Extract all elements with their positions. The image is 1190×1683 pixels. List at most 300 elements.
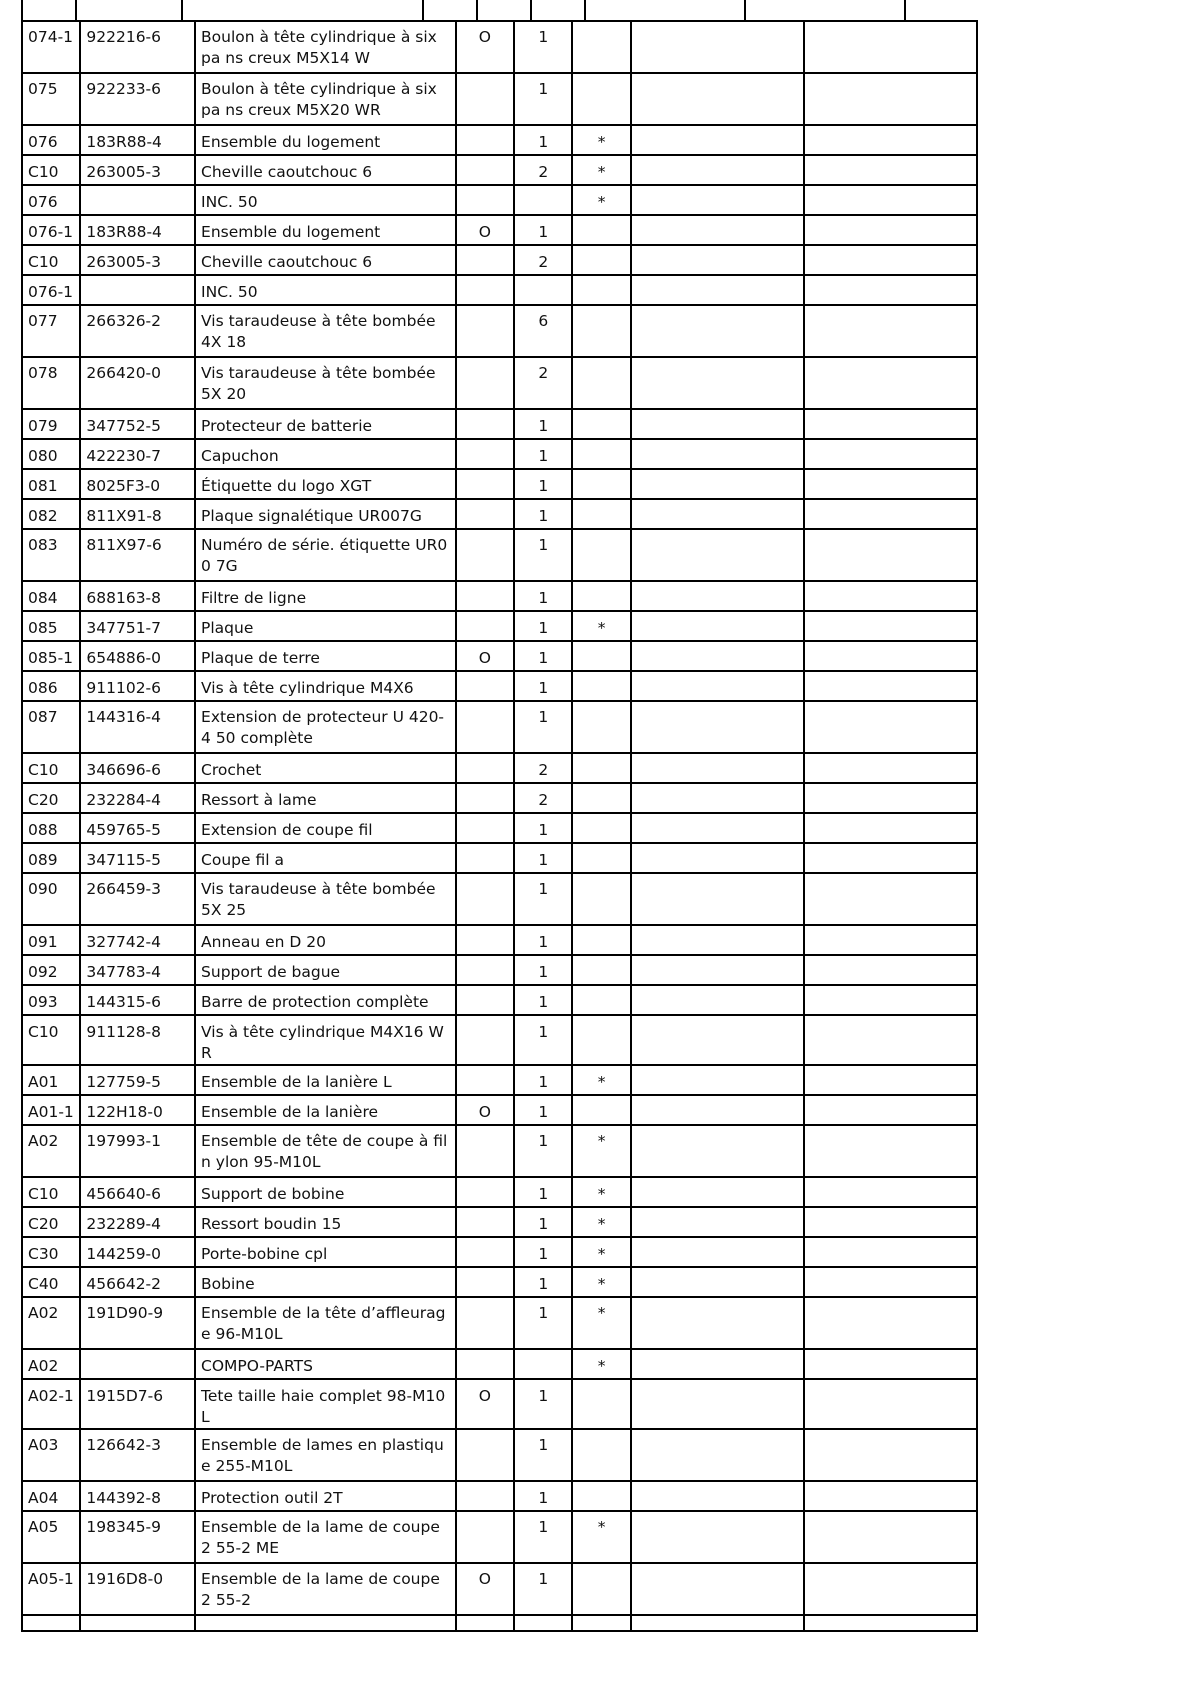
ref-cell: C10 bbox=[22, 1015, 80, 1065]
table-row bbox=[22, 813, 977, 843]
description-cell: Cheville caoutchouc 6 bbox=[195, 155, 456, 185]
blank-cell-a bbox=[631, 1015, 804, 1065]
description-cell: Vis taraudeuse à tête bombée 5X 25 bbox=[195, 873, 456, 925]
blank-cell-a bbox=[631, 21, 804, 73]
quantity-cell: 1 bbox=[514, 499, 572, 529]
description-cell: Protection outil 2T bbox=[195, 1481, 456, 1511]
quantity-cell: 1 bbox=[514, 439, 572, 469]
quantity-cell: 1 bbox=[514, 1237, 572, 1267]
description-cell: Extension de coupe fil bbox=[195, 813, 456, 843]
option-cell bbox=[456, 469, 514, 499]
note-cell: * bbox=[572, 185, 630, 215]
empty-cell bbox=[456, 1615, 514, 1631]
option-cell bbox=[456, 581, 514, 611]
quantity-cell: 1 bbox=[514, 125, 572, 155]
ref-cell: 079 bbox=[22, 409, 80, 439]
description-cell: Plaque bbox=[195, 611, 456, 641]
option-cell bbox=[456, 245, 514, 275]
blank-cell-b bbox=[804, 641, 977, 671]
blank-cell-b bbox=[804, 409, 977, 439]
table-row bbox=[22, 1237, 977, 1267]
ref-cell: C20 bbox=[22, 1207, 80, 1237]
table-row bbox=[22, 1563, 977, 1615]
table-row bbox=[22, 1297, 977, 1349]
note-cell bbox=[572, 305, 630, 357]
description-cell: Ensemble du logement bbox=[195, 215, 456, 245]
table-row bbox=[22, 783, 977, 813]
quantity-cell: 1 bbox=[514, 843, 572, 873]
quantity-cell: 6 bbox=[514, 305, 572, 357]
note-cell bbox=[572, 1095, 630, 1125]
table-row bbox=[22, 1125, 977, 1177]
option-cell bbox=[456, 1481, 514, 1511]
ref-cell: 081 bbox=[22, 469, 80, 499]
part-number-cell: 811X91-8 bbox=[80, 499, 195, 529]
blank-cell-b bbox=[804, 73, 977, 125]
ref-cell: 076 bbox=[22, 125, 80, 155]
blank-cell-a bbox=[631, 611, 804, 641]
blank-cell-b bbox=[804, 155, 977, 185]
blank-cell-b bbox=[804, 185, 977, 215]
description-cell: Vis à tête cylindrique M4X6 bbox=[195, 671, 456, 701]
table-row bbox=[22, 1267, 977, 1297]
quantity-cell: 1 bbox=[514, 611, 572, 641]
ref-cell: 089 bbox=[22, 843, 80, 873]
description-cell: Tete taille haie complet 98-M10L bbox=[195, 1379, 456, 1429]
blank-cell-a bbox=[631, 1065, 804, 1095]
quantity-cell: 1 bbox=[514, 1511, 572, 1563]
description-cell: Support de bague bbox=[195, 955, 456, 985]
ref-cell: 076 bbox=[22, 185, 80, 215]
quantity-cell: 1 bbox=[514, 985, 572, 1015]
description-cell: Numéro de série. étiquette UR00 7G bbox=[195, 529, 456, 581]
note-cell: * bbox=[572, 1511, 630, 1563]
blank-cell-a bbox=[631, 275, 804, 305]
note-cell: * bbox=[572, 1297, 630, 1349]
ref-cell: 090 bbox=[22, 873, 80, 925]
blank-cell-a bbox=[631, 1563, 804, 1615]
quantity-cell: 1 bbox=[514, 215, 572, 245]
blank-cell-a bbox=[631, 73, 804, 125]
part-number-cell: 911128-8 bbox=[80, 1015, 195, 1065]
quantity-cell: 1 bbox=[514, 641, 572, 671]
quantity-cell: 2 bbox=[514, 783, 572, 813]
option-cell bbox=[456, 125, 514, 155]
blank-cell-b bbox=[804, 955, 977, 985]
table-row bbox=[22, 409, 977, 439]
table-row bbox=[22, 1177, 977, 1207]
part-number-cell: 347751-7 bbox=[80, 611, 195, 641]
description-cell: INC. 50 bbox=[195, 275, 456, 305]
option-cell bbox=[456, 529, 514, 581]
part-number-cell: 911102-6 bbox=[80, 671, 195, 701]
blank-cell-a bbox=[631, 925, 804, 955]
ref-cell: A02 bbox=[22, 1349, 80, 1379]
description-cell: Vis à tête cylindrique M4X16 WR bbox=[195, 1015, 456, 1065]
option-cell bbox=[456, 813, 514, 843]
quantity-cell: 1 bbox=[514, 925, 572, 955]
ref-cell: 085 bbox=[22, 611, 80, 641]
blank-cell-b bbox=[804, 1237, 977, 1267]
blank-cell-b bbox=[804, 275, 977, 305]
ref-cell: 077 bbox=[22, 305, 80, 357]
quantity-cell: 1 bbox=[514, 1297, 572, 1349]
option-cell bbox=[456, 1237, 514, 1267]
table-row bbox=[22, 305, 977, 357]
description-cell: Étiquette du logo XGT bbox=[195, 469, 456, 499]
blank-cell-a bbox=[631, 1511, 804, 1563]
part-number-cell: 456642-2 bbox=[80, 1267, 195, 1297]
table-row bbox=[22, 439, 977, 469]
option-cell: O bbox=[456, 21, 514, 73]
empty-cell bbox=[80, 1615, 195, 1631]
option-cell bbox=[456, 1207, 514, 1237]
description-cell: Ensemble de la lanière bbox=[195, 1095, 456, 1125]
blank-cell-a bbox=[631, 1207, 804, 1237]
ref-cell: A02 bbox=[22, 1297, 80, 1349]
parts-table bbox=[21, 20, 978, 1632]
option-cell bbox=[456, 611, 514, 641]
ref-cell: 088 bbox=[22, 813, 80, 843]
note-cell bbox=[572, 671, 630, 701]
table-row bbox=[22, 245, 977, 275]
option-cell bbox=[456, 671, 514, 701]
description-cell: Anneau en D 20 bbox=[195, 925, 456, 955]
parts-table-body bbox=[22, 21, 977, 1631]
blank-cell-b bbox=[804, 1297, 977, 1349]
blank-cell-b bbox=[804, 925, 977, 955]
part-number-cell: 197993-1 bbox=[80, 1125, 195, 1177]
description-cell: Ensemble de la lanière L bbox=[195, 1065, 456, 1095]
part-number-cell: 183R88-4 bbox=[80, 215, 195, 245]
blank-cell-b bbox=[804, 439, 977, 469]
description-cell: Protecteur de batterie bbox=[195, 409, 456, 439]
part-number-cell: 459765-5 bbox=[80, 813, 195, 843]
blank-cell-b bbox=[804, 1429, 977, 1481]
blank-cell-b bbox=[804, 985, 977, 1015]
ref-cell: 086 bbox=[22, 671, 80, 701]
blank-cell-a bbox=[631, 1379, 804, 1429]
blank-cell-a bbox=[631, 155, 804, 185]
option-cell: O bbox=[456, 1563, 514, 1615]
ref-cell: C30 bbox=[22, 1237, 80, 1267]
blank-cell-b bbox=[804, 1015, 977, 1065]
part-number-cell: 456640-6 bbox=[80, 1177, 195, 1207]
quantity-cell: 2 bbox=[514, 357, 572, 409]
part-number-cell: 144315-6 bbox=[80, 985, 195, 1015]
blank-cell-a bbox=[631, 955, 804, 985]
note-cell bbox=[572, 843, 630, 873]
quantity-cell: 1 bbox=[514, 1267, 572, 1297]
blank-cell-a bbox=[631, 701, 804, 753]
ref-cell: 087 bbox=[22, 701, 80, 753]
note-cell bbox=[572, 499, 630, 529]
note-cell bbox=[572, 409, 630, 439]
option-cell bbox=[456, 1015, 514, 1065]
table-row bbox=[22, 843, 977, 873]
part-number-cell: 8025F3-0 bbox=[80, 469, 195, 499]
note-cell bbox=[572, 357, 630, 409]
blank-cell-a bbox=[631, 753, 804, 783]
note-cell bbox=[572, 275, 630, 305]
note-cell: * bbox=[572, 155, 630, 185]
ref-cell: A04 bbox=[22, 1481, 80, 1511]
blank-cell-b bbox=[804, 1511, 977, 1563]
parts-list-page bbox=[21, 20, 978, 1632]
blank-cell-a bbox=[631, 1481, 804, 1511]
note-cell bbox=[572, 873, 630, 925]
empty-cell bbox=[631, 1615, 804, 1631]
option-cell bbox=[456, 155, 514, 185]
ref-cell: 092 bbox=[22, 955, 80, 985]
part-number-cell: 232289-4 bbox=[80, 1207, 195, 1237]
blank-cell-b bbox=[804, 1065, 977, 1095]
option-cell bbox=[456, 185, 514, 215]
blank-cell-b bbox=[804, 21, 977, 73]
ref-cell: 076-1 bbox=[22, 215, 80, 245]
quantity-cell: 1 bbox=[514, 1481, 572, 1511]
table-row bbox=[22, 873, 977, 925]
part-number-cell bbox=[80, 1349, 195, 1379]
note-cell: * bbox=[572, 1349, 630, 1379]
note-cell bbox=[572, 215, 630, 245]
blank-cell-a bbox=[631, 357, 804, 409]
part-number-cell: 191D90-9 bbox=[80, 1297, 195, 1349]
table-row-continuation bbox=[22, 1615, 977, 1631]
blank-cell-a bbox=[631, 1349, 804, 1379]
blank-cell-a bbox=[631, 185, 804, 215]
part-number-cell: 422230-7 bbox=[80, 439, 195, 469]
table-row bbox=[22, 671, 977, 701]
table-row bbox=[22, 701, 977, 753]
quantity-cell: 1 bbox=[514, 1015, 572, 1065]
part-number-cell: 144259-0 bbox=[80, 1237, 195, 1267]
description-cell: Ensemble de tête de coupe à fil n ylon 95-M10L bbox=[195, 1125, 456, 1177]
ref-cell: 085-1 bbox=[22, 641, 80, 671]
ref-cell: 091 bbox=[22, 925, 80, 955]
blank-cell-b bbox=[804, 1125, 977, 1177]
blank-cell-a bbox=[631, 125, 804, 155]
description-cell: Barre de protection complète bbox=[195, 985, 456, 1015]
blank-cell-b bbox=[804, 783, 977, 813]
note-cell: * bbox=[572, 1207, 630, 1237]
note-cell bbox=[572, 1563, 630, 1615]
option-cell bbox=[456, 1177, 514, 1207]
description-cell: Vis taraudeuse à tête bombée 4X 18 bbox=[195, 305, 456, 357]
empty-cell bbox=[195, 1615, 456, 1631]
option-cell bbox=[456, 305, 514, 357]
ref-cell: A05-1 bbox=[22, 1563, 80, 1615]
option-cell bbox=[456, 275, 514, 305]
ref-cell: A01 bbox=[22, 1065, 80, 1095]
blank-cell-b bbox=[804, 753, 977, 783]
option-cell bbox=[456, 1349, 514, 1379]
quantity-cell: 1 bbox=[514, 1125, 572, 1177]
quantity-cell: 2 bbox=[514, 245, 572, 275]
option-cell bbox=[456, 409, 514, 439]
note-cell bbox=[572, 1429, 630, 1481]
empty-cell bbox=[22, 1615, 80, 1631]
part-number-cell: 688163-8 bbox=[80, 581, 195, 611]
table-row bbox=[22, 357, 977, 409]
blank-cell-b bbox=[804, 813, 977, 843]
part-number-cell: 347752-5 bbox=[80, 409, 195, 439]
table-row bbox=[22, 1065, 977, 1095]
note-cell bbox=[572, 641, 630, 671]
description-cell: Boulon à tête cylindrique à six pa ns creux M5X14 W bbox=[195, 21, 456, 73]
quantity-cell: 1 bbox=[514, 813, 572, 843]
quantity-cell: 1 bbox=[514, 1177, 572, 1207]
blank-cell-a bbox=[631, 409, 804, 439]
description-cell: Ensemble du logement bbox=[195, 125, 456, 155]
blank-cell-a bbox=[631, 873, 804, 925]
part-number-cell: 654886-0 bbox=[80, 641, 195, 671]
blank-cell-b bbox=[804, 215, 977, 245]
part-number-cell bbox=[80, 185, 195, 215]
ref-cell: 083 bbox=[22, 529, 80, 581]
table-row bbox=[22, 125, 977, 155]
ref-cell: C10 bbox=[22, 1177, 80, 1207]
part-number-cell: 327742-4 bbox=[80, 925, 195, 955]
description-cell: INC. 50 bbox=[195, 185, 456, 215]
ref-cell: A01-1 bbox=[22, 1095, 80, 1125]
quantity-cell: 1 bbox=[514, 701, 572, 753]
blank-cell-b bbox=[804, 245, 977, 275]
part-number-cell: 263005-3 bbox=[80, 245, 195, 275]
ref-cell: C10 bbox=[22, 245, 80, 275]
part-number-cell bbox=[80, 275, 195, 305]
note-cell bbox=[572, 783, 630, 813]
table-row bbox=[22, 1207, 977, 1237]
blank-cell-a bbox=[631, 1177, 804, 1207]
blank-cell-b bbox=[804, 1207, 977, 1237]
blank-cell-b bbox=[804, 1349, 977, 1379]
option-cell bbox=[456, 357, 514, 409]
blank-cell-b bbox=[804, 1563, 977, 1615]
blank-cell-a bbox=[631, 783, 804, 813]
ref-cell: 082 bbox=[22, 499, 80, 529]
ref-cell: 084 bbox=[22, 581, 80, 611]
part-number-cell: 1915D7-6 bbox=[80, 1379, 195, 1429]
description-cell: Plaque de terre bbox=[195, 641, 456, 671]
option-cell bbox=[456, 439, 514, 469]
note-cell bbox=[572, 925, 630, 955]
part-number-cell: 232284-4 bbox=[80, 783, 195, 813]
note-cell bbox=[572, 1481, 630, 1511]
table-row bbox=[22, 1379, 977, 1429]
blank-cell-a bbox=[631, 215, 804, 245]
table-row bbox=[22, 611, 977, 641]
option-cell: O bbox=[456, 641, 514, 671]
quantity-cell: 1 bbox=[514, 1095, 572, 1125]
ref-cell: A03 bbox=[22, 1429, 80, 1481]
option-cell bbox=[456, 701, 514, 753]
note-cell bbox=[572, 21, 630, 73]
option-cell bbox=[456, 1511, 514, 1563]
table-row bbox=[22, 1511, 977, 1563]
ref-cell: 080 bbox=[22, 439, 80, 469]
blank-cell-b bbox=[804, 1177, 977, 1207]
option-cell bbox=[456, 873, 514, 925]
quantity-cell: 1 bbox=[514, 671, 572, 701]
note-cell: * bbox=[572, 1125, 630, 1177]
note-cell bbox=[572, 753, 630, 783]
blank-cell-a bbox=[631, 1237, 804, 1267]
ref-cell: A02-1 bbox=[22, 1379, 80, 1429]
option-cell bbox=[456, 753, 514, 783]
note-cell bbox=[572, 245, 630, 275]
quantity-cell: 1 bbox=[514, 1429, 572, 1481]
blank-cell-a bbox=[631, 1429, 804, 1481]
blank-cell-a bbox=[631, 671, 804, 701]
part-number-cell: 263005-3 bbox=[80, 155, 195, 185]
quantity-cell: 1 bbox=[514, 1379, 572, 1429]
blank-cell-a bbox=[631, 843, 804, 873]
blank-cell-b bbox=[804, 469, 977, 499]
option-cell bbox=[456, 783, 514, 813]
note-cell bbox=[572, 701, 630, 753]
blank-cell-a bbox=[631, 1297, 804, 1349]
part-number-cell: 198345-9 bbox=[80, 1511, 195, 1563]
description-cell: Ensemble de la lame de coupe 2 55-2 ME bbox=[195, 1511, 456, 1563]
description-cell: COMPO-PARTS bbox=[195, 1349, 456, 1379]
table-row bbox=[22, 641, 977, 671]
blank-cell-a bbox=[631, 985, 804, 1015]
table-row bbox=[22, 275, 977, 305]
quantity-cell: 2 bbox=[514, 155, 572, 185]
ref-cell: 075 bbox=[22, 73, 80, 125]
part-number-cell: 266459-3 bbox=[80, 873, 195, 925]
blank-cell-b bbox=[804, 611, 977, 641]
quantity-cell: 1 bbox=[514, 409, 572, 439]
blank-cell-b bbox=[804, 1267, 977, 1297]
blank-cell-b bbox=[804, 1481, 977, 1511]
table-row bbox=[22, 21, 977, 73]
table-row bbox=[22, 499, 977, 529]
table-row bbox=[22, 185, 977, 215]
note-cell bbox=[572, 529, 630, 581]
option-cell: O bbox=[456, 1379, 514, 1429]
part-number-cell: 922216-6 bbox=[80, 21, 195, 73]
blank-cell-a bbox=[631, 1267, 804, 1297]
quantity-cell bbox=[514, 275, 572, 305]
option-cell: O bbox=[456, 1095, 514, 1125]
option-cell bbox=[456, 1267, 514, 1297]
note-cell bbox=[572, 955, 630, 985]
description-cell: Bobine bbox=[195, 1267, 456, 1297]
blank-cell-a bbox=[631, 813, 804, 843]
note-cell bbox=[572, 985, 630, 1015]
quantity-cell: 1 bbox=[514, 529, 572, 581]
description-cell: Boulon à tête cylindrique à six pa ns creux M5X20 WR bbox=[195, 73, 456, 125]
quantity-cell: 1 bbox=[514, 581, 572, 611]
note-cell bbox=[572, 439, 630, 469]
part-number-cell: 266326-2 bbox=[80, 305, 195, 357]
part-number-cell: 346696-6 bbox=[80, 753, 195, 783]
description-cell: Ressort boudin 15 bbox=[195, 1207, 456, 1237]
blank-cell-b bbox=[804, 1095, 977, 1125]
option-cell bbox=[456, 1065, 514, 1095]
option-cell bbox=[456, 925, 514, 955]
empty-cell bbox=[804, 1615, 977, 1631]
note-cell bbox=[572, 1015, 630, 1065]
description-cell: Extension de protecteur U 420-4 50 complète bbox=[195, 701, 456, 753]
description-cell: Porte-bobine cpl bbox=[195, 1237, 456, 1267]
ref-cell: C20 bbox=[22, 783, 80, 813]
part-number-cell: 183R88-4 bbox=[80, 125, 195, 155]
part-number-cell: 1916D8-0 bbox=[80, 1563, 195, 1615]
part-number-cell: 922233-6 bbox=[80, 73, 195, 125]
